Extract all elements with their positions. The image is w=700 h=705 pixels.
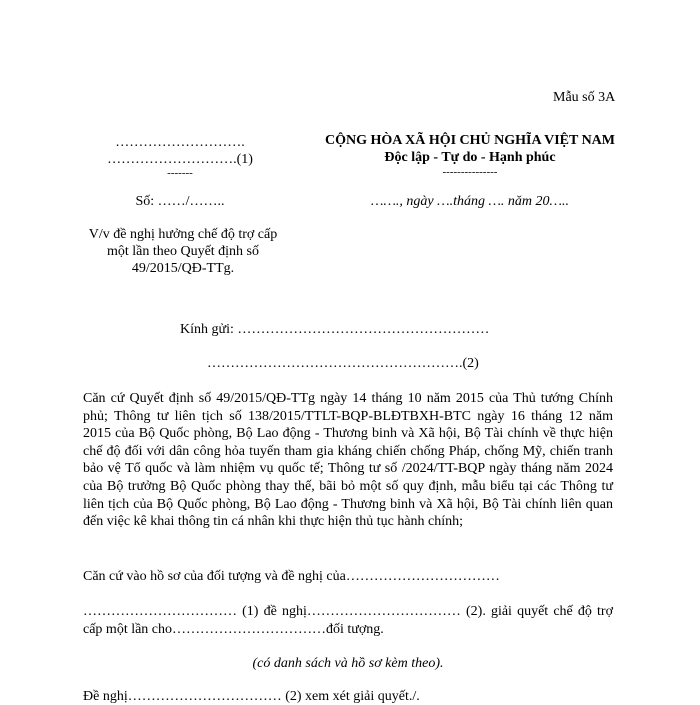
legal-basis-paragraph: Căn cứ Quyết định số 49/2015/QĐ-TTg ngày 14 tháng 10 năm 2015 của Thủ tướng Chính phủ; Thông tư liên tịch số 138/2015/TTLT-BQP-BLĐTBXH-BTC ngày 16 tháng 12 năm 2015 của Bộ Quốc phòng, Bộ Lao động - Thương binh và Xã hội, Bộ Tài chính về thực hiện chế độ đối với dân công hỏa tuyến tham gia kháng chiến chống Pháp, chống Mỹ, chiến tranh bảo vệ Tổ quốc và làm nhiệm vụ quốc tế; Thông tư số /2024/TT-BQP ngày tháng năm 2024 của Bộ trưởng Bộ Quốc phòng thay thế, bãi bỏ một số quy định, mẫu biểu tại các Thông tư liên tịch của Bộ Quốc phòng, Bộ Lao động - Thương binh và Xã hội, Bộ Tài chính liên quan đến việc kê khai thông tin cá nhân khi thực hiện thủ tục hành chính; (83, 391, 613, 530)
subject-line3: 49/2015/QĐ-TTg. (131, 261, 235, 276)
attachment-note: (có danh sách và hồ sơ kèm theo). (252, 656, 444, 671)
records-basis-paragraph: Căn cứ vào hồ sơ của đối tượng và đề nghị của…………………………… (83, 569, 500, 584)
date-line: ……., ngày ….tháng …. năm 20….. (371, 194, 569, 209)
agency-name-line1: ………………………. (115, 135, 245, 150)
subject-line1: V/v đề nghị hưởng chế độ trợ cấp (88, 227, 278, 242)
form-number: Mẫu số 3A (553, 90, 616, 105)
addressee-line2: ……………………………………………….(2) (207, 356, 479, 371)
agency-underline: ------- (167, 167, 193, 179)
proposal-paragraph: …………………………… (1) đề nghị…………………………… (2). giải quyết chế độ trợ cấp một lần cho……………………………đối tượng. (83, 604, 613, 637)
document-number: Số: ……/…….. (135, 194, 225, 209)
final-request: Đề nghị…………………………… (2) xem xét giải quyết./. (83, 689, 420, 704)
country-name: CỘNG HÒA XÃ HỘI CHỦ NGHĨA VIỆT NAM (324, 133, 615, 148)
subject-line2: một lần theo Quyết định số (106, 244, 260, 259)
agency-name-line2: ……………………….(1) (107, 152, 253, 167)
national-motto: Độc lập - Tự do - Hạnh phúc (384, 150, 556, 165)
motto-underline: --------------- (442, 166, 498, 178)
addressee-line1: Kính gửi: ……………………………………………… (180, 322, 490, 337)
